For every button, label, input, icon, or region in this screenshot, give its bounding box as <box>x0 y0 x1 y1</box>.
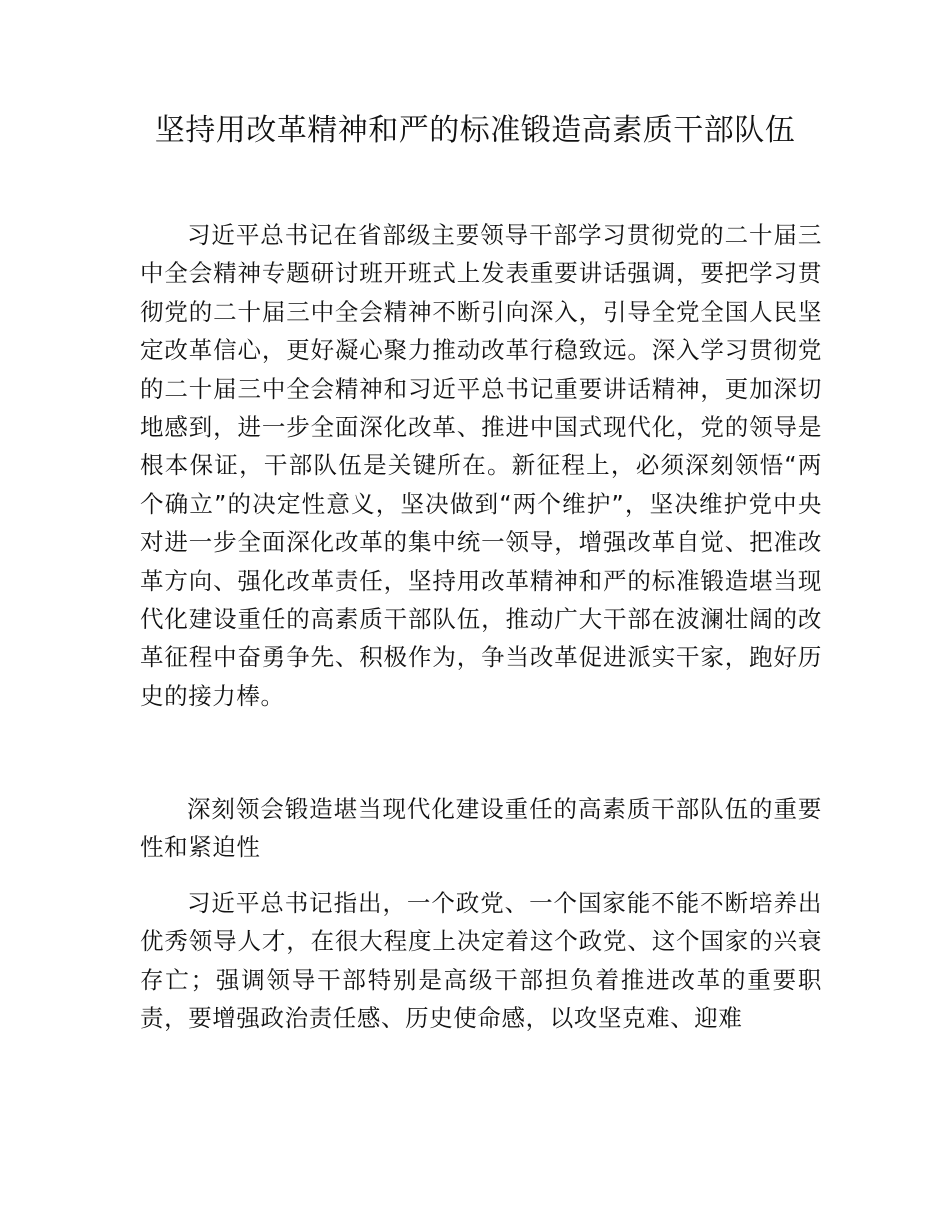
paragraph-section-body: 习近平总书记指出，一个政党、一个国家能不能不断培养出优秀领导人才，在很大程度上决定着这个政党、这个国家的兴衰存亡；强调领导干部特别是高级干部担负着推进改革的重要职责，要增强政治责任感、历史使命感，以攻坚克难、迎难 <box>140 889 822 1033</box>
paragraph-intro: 习近平总书记在省部级主要领导干部学习贯彻党的二十届三中全会精神专题研讨班开班式上发表重要讲话强调，要把学习贯彻党的二十届三中全会精神不断引向深入，引导全党全国人民坚定改革信心，更好凝心聚力推动改革行稳致远。深入学习贯彻党的二十届三中全会精神和习近平总书记重要讲话精神，更加深切地感到，进一步全面深化改革、推进中国式现代化，党的领导是根本保证，干部队伍是关键所在。新征程上，必须深刻领悟“两个确立”的决定性意义，坚决做到“两个维护”，坚决维护党中央对进一步全面深化改革的集中统一领导，增强改革自觉、把准改革方向、强化改革责任，坚持用改革精神和严的标准锻造堪当现代化建设重任的高素质干部队伍，推动广大干部在波澜壮阔的改革征程中奋勇争先、积极作为，争当改革促进派实干家，跑好历史的接力棒。 <box>140 221 822 710</box>
document-title: 坚持用改革精神和严的标准锻造高素质干部队伍 <box>154 113 796 148</box>
section-heading: 深刻领会锻造堪当现代化建设重任的高素质干部队伍的重要性和紧迫性 <box>140 795 822 862</box>
